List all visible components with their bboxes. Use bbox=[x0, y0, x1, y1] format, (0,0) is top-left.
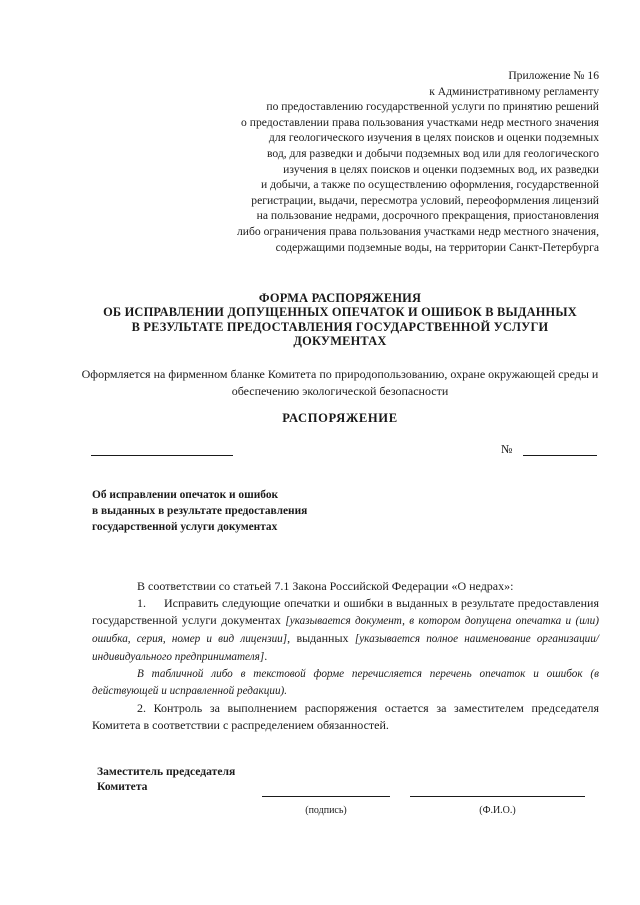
appendix-line: Приложение № 16 bbox=[508, 69, 599, 82]
signature-caption: (подпись) bbox=[305, 805, 347, 816]
appendix-line: вод, для разведки и добычи подземных вод или для геологического bbox=[266, 146, 599, 160]
paragraph-1 bbox=[92, 595, 599, 666]
subject-line: в выданных в результате предоставления bbox=[92, 505, 308, 517]
subject-line: государственной услуги документах bbox=[92, 521, 278, 533]
form-title-line: ДОКУМЕНТАХ bbox=[293, 334, 387, 349]
appendix-header bbox=[159, 68, 599, 255]
appendix-line: к Административному регламенту bbox=[429, 84, 599, 98]
paragraph-italic-note: В табличной либо в текстовой форме перечисляется перечень опечаток и ошибок (в действующей и исправленной редакции). bbox=[92, 668, 599, 697]
subject-line: Об исправлении опечаток и ошибок bbox=[92, 489, 279, 501]
appendix-line: о предоставлении права пользования участками недр местного значения bbox=[241, 115, 599, 129]
name-caption: (Ф.И.О.) bbox=[479, 805, 516, 816]
appendix-line: изучения в целях поисков и оценки подземных вод, их разведки bbox=[283, 162, 599, 176]
document-heading: РАСПОРЯЖЕНИЕ bbox=[282, 411, 398, 425]
date-line bbox=[91, 455, 233, 456]
number-label: № bbox=[501, 442, 513, 456]
paragraph-1-placeholder-organization: [указывается полное наименование организации/ индивидуального предпринимателя] bbox=[92, 633, 599, 663]
appendix-line: регистрации, выдачи, пересмотра условий, переоформления лицензий bbox=[251, 193, 599, 207]
signatory-position bbox=[97, 764, 235, 794]
form-title-line: В РЕЗУЛЬТАТЕ ПРЕДОСТАВЛЕНИЯ ГОСУДАРСТВЕННОЙ УСЛУГИ bbox=[131, 319, 549, 334]
paragraph-1-text: 1. Исправить следующие опечатки и ошибки в выданных в результате предоставления государственной услуги документах bbox=[92, 596, 599, 627]
appendix-line: либо ограничения права пользования участками недр местного значения, bbox=[236, 224, 599, 238]
paragraph-2: 2. Контроль за выполнением распоряжения остается за заместителем председателя Комитета в соответствии с распределением обязанностей. bbox=[92, 701, 599, 732]
signatory-position-line: Комитета bbox=[97, 780, 148, 793]
paragraph-1-placeholder-document: [указывается документ, в котором допущена опечатка и (или) ошибка, серия, номер и вид лицензии] bbox=[92, 615, 599, 645]
body-text bbox=[92, 578, 599, 734]
number-line bbox=[523, 455, 597, 456]
paragraph-1-middle: , выданных bbox=[287, 631, 355, 645]
paragraph-1-end: . bbox=[264, 649, 268, 663]
appendix-line: по предоставлению государственной услуги по принятию решений bbox=[266, 100, 599, 114]
appendix-line: для геологического изучения в целях поисков и оценки подземных bbox=[268, 131, 599, 145]
form-title bbox=[80, 291, 600, 349]
intro-paragraph: В соответствии со статьей 7.1 Закона Российской Федерации «О недрах»: bbox=[137, 579, 514, 593]
form-title-line: ФОРМА РАСПОРЯЖЕНИЯ bbox=[258, 291, 422, 305]
subject-block bbox=[92, 487, 307, 535]
appendix-line: и добычи, а также по осуществлению оформления, государственной bbox=[261, 178, 599, 192]
name-line bbox=[410, 796, 585, 797]
signatory-position-line: Заместитель председателя bbox=[97, 765, 236, 778]
form-title-line: ОБ ИСПРАВЛЕНИИ ДОПУЩЕННЫХ ОПЕЧАТОК И ОШИБОК В ВЫДАННЫХ bbox=[103, 305, 577, 320]
appendix-line: на пользование недрами, досрочного прекращения, приостановления bbox=[256, 209, 599, 223]
letterhead-note: Оформляется на фирменном бланке Комитета по природопользованию, охране окружающей среды и обеспечению экологической безопасности bbox=[81, 367, 599, 398]
signature-line bbox=[262, 796, 390, 797]
appendix-line: содержащими подземные воды, на территории Санкт-Петербурга bbox=[275, 240, 599, 254]
